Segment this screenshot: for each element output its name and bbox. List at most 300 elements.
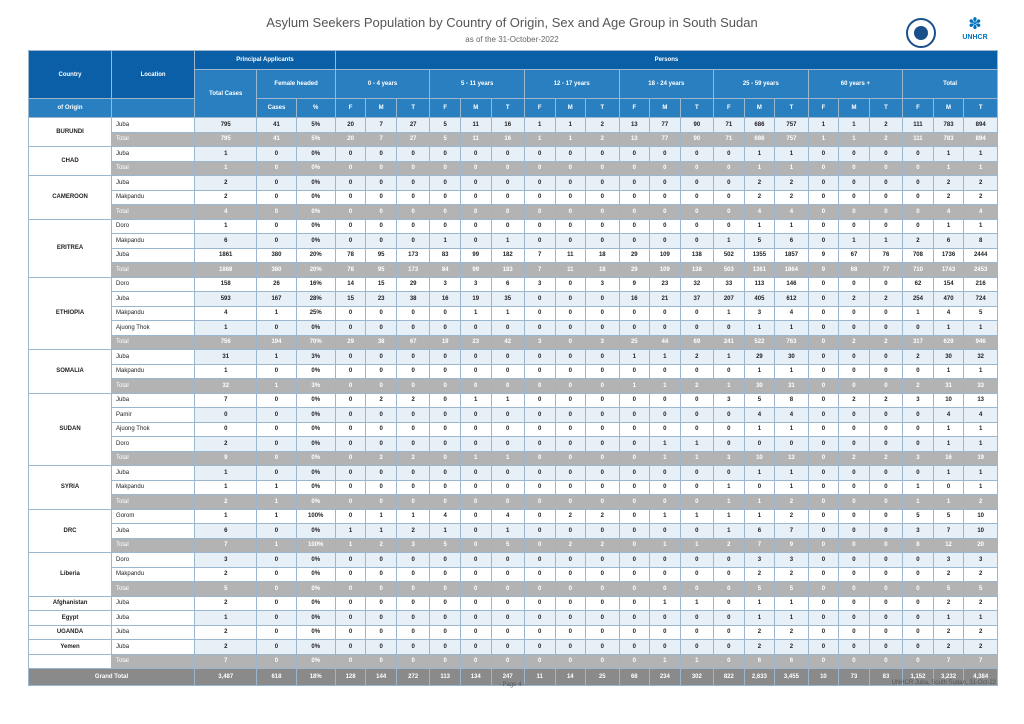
value-cell: 0 — [396, 480, 429, 495]
value-cell: 5 — [903, 509, 934, 524]
value-cell: 0 — [808, 567, 839, 582]
value-cell: 4 — [195, 306, 257, 321]
value-cell: 0 — [903, 190, 934, 205]
location-cell: Juba — [112, 248, 195, 263]
value-cell: 0 — [460, 176, 491, 191]
value-cell: 0 — [869, 364, 902, 379]
value-cell: 0 — [808, 335, 839, 350]
value-cell: 0 — [396, 161, 429, 176]
value-cell: 0 — [680, 408, 713, 423]
value-cell: 0 — [680, 582, 713, 597]
table-total-row — [29, 335, 998, 350]
value-cell: 1 — [964, 161, 998, 176]
value-cell: 0 — [366, 625, 397, 640]
value-cell: 0 — [335, 596, 366, 611]
value-cell: 0 — [257, 466, 296, 481]
value-cell: 20% — [296, 248, 335, 263]
value-cell: 3 — [524, 335, 555, 350]
value-cell: 4 — [775, 306, 808, 321]
location-cell: Juba — [112, 176, 195, 191]
value-cell: 0 — [839, 379, 870, 394]
value-cell: 1743 — [933, 263, 964, 278]
table-row — [29, 625, 998, 640]
value-cell: 0 — [555, 422, 586, 437]
value-cell: 3% — [296, 379, 335, 394]
value-cell: 0 — [430, 437, 461, 452]
location-header-blank — [112, 99, 195, 118]
value-cell: 0 — [491, 582, 524, 597]
value-cell: 470 — [933, 292, 964, 307]
value-cell: 0 — [903, 654, 934, 669]
value-cell: 1 — [680, 538, 713, 553]
asylum-seekers-table — [28, 50, 998, 686]
value-cell: 0 — [714, 611, 745, 626]
location-cell: Juba — [112, 640, 195, 655]
value-cell: 1 — [744, 596, 775, 611]
value-cell: 76 — [869, 248, 902, 263]
location-cell: Juba — [112, 625, 195, 640]
value-cell: 7 — [195, 654, 257, 669]
value-cell: 0 — [650, 408, 681, 423]
value-cell: 11 — [460, 132, 491, 147]
value-cell: 0 — [619, 451, 650, 466]
total-cases-header: Total Cases — [195, 70, 257, 118]
value-cell: 2 — [586, 118, 619, 133]
value-cell: 1 — [460, 306, 491, 321]
unhcr-mark-icon: ✽ — [968, 16, 982, 33]
table-row — [29, 422, 998, 437]
value-cell: 0 — [619, 553, 650, 568]
value-cell: 2 — [680, 350, 713, 365]
value-cell: 0 — [491, 176, 524, 191]
principal-applicants-header: Principal Applicants — [195, 51, 336, 70]
value-cell: 2 — [839, 292, 870, 307]
value-cell: 0% — [296, 582, 335, 597]
value-cell: 0 — [839, 364, 870, 379]
value-cell: 757 — [775, 118, 808, 133]
value-cell: 2 — [366, 538, 397, 553]
value-cell: 1 — [933, 219, 964, 234]
value-cell: 13 — [619, 118, 650, 133]
value-cell: 0 — [491, 161, 524, 176]
value-cell: 0 — [714, 596, 745, 611]
value-cell: 0 — [257, 553, 296, 568]
value-cell: 3 — [524, 277, 555, 292]
value-cell: 380 — [257, 248, 296, 263]
value-cell: 0 — [680, 161, 713, 176]
value-cell: 0 — [714, 553, 745, 568]
value-cell: 0 — [555, 611, 586, 626]
table-row — [29, 567, 998, 582]
value-cell: 0 — [555, 205, 586, 220]
value-cell: 16 — [430, 292, 461, 307]
value-cell: 0 — [460, 364, 491, 379]
value-cell: 3 — [903, 451, 934, 466]
value-cell: 3 — [933, 553, 964, 568]
persons-header: Persons — [335, 51, 997, 70]
value-cell: 1 — [680, 596, 713, 611]
value-cell: 0 — [586, 625, 619, 640]
table-row — [29, 219, 998, 234]
value-cell: 0 — [555, 625, 586, 640]
value-cell: 0 — [808, 364, 839, 379]
grand-total-value: 25 — [586, 669, 619, 686]
table-row — [29, 640, 998, 655]
value-cell: 1 — [839, 132, 870, 147]
country-cell: ETHIOPIA — [29, 277, 112, 350]
value-cell: 20 — [964, 538, 998, 553]
value-cell: 0 — [430, 176, 461, 191]
value-cell: 0 — [396, 582, 429, 597]
value-cell: 0 — [555, 161, 586, 176]
value-cell: 77 — [869, 263, 902, 278]
value-cell: 0 — [808, 393, 839, 408]
value-cell: 0 — [460, 538, 491, 553]
location-cell: Total — [112, 132, 195, 147]
value-cell: 2 — [195, 640, 257, 655]
value-cell: 0% — [296, 176, 335, 191]
value-cell: 4 — [491, 509, 524, 524]
value-cell: 0 — [460, 582, 491, 597]
value-cell: 0 — [430, 306, 461, 321]
value-cell: 0 — [869, 480, 902, 495]
value-cell: 0 — [869, 538, 902, 553]
value-cell: 42 — [491, 335, 524, 350]
value-cell: 1 — [524, 118, 555, 133]
value-cell: 4 — [775, 205, 808, 220]
value-cell: 0 — [335, 219, 366, 234]
value-cell: 0 — [366, 364, 397, 379]
value-cell: 0 — [869, 582, 902, 597]
value-cell: 0 — [430, 495, 461, 510]
value-cell: 1 — [491, 234, 524, 249]
value-cell: 0 — [650, 176, 681, 191]
value-cell: 0 — [808, 408, 839, 423]
value-cell: 182 — [491, 248, 524, 263]
value-cell: 0 — [714, 219, 745, 234]
value-cell: 0 — [430, 321, 461, 336]
value-cell: 11 — [555, 248, 586, 263]
value-cell: 0 — [650, 161, 681, 176]
value-cell: 0 — [839, 596, 870, 611]
value-cell: 1 — [366, 524, 397, 539]
value-cell: 0 — [430, 408, 461, 423]
value-cell: 1 — [808, 118, 839, 133]
value-cell: 2 — [775, 495, 808, 510]
value-cell: 0 — [680, 393, 713, 408]
grand-total-value: 144 — [366, 669, 397, 686]
value-cell: 1 — [257, 480, 296, 495]
value-cell: 0 — [366, 306, 397, 321]
value-cell: 2 — [964, 567, 998, 582]
value-cell: 0 — [460, 161, 491, 176]
value-cell: 0 — [524, 161, 555, 176]
grand-total-value: 18% — [296, 669, 335, 686]
value-cell: 0 — [396, 219, 429, 234]
table-row — [29, 509, 998, 524]
value-cell: 0 — [619, 437, 650, 452]
table-row — [29, 248, 998, 263]
value-cell: 0 — [650, 611, 681, 626]
value-cell: 1 — [933, 161, 964, 176]
value-cell: 0 — [396, 205, 429, 220]
value-cell: 0 — [586, 408, 619, 423]
value-cell: 0 — [555, 234, 586, 249]
country-cell: CAMEROON — [29, 176, 112, 220]
value-cell: 15 — [335, 292, 366, 307]
value-cell: 1857 — [775, 248, 808, 263]
value-cell: 0 — [839, 640, 870, 655]
value-cell: 0 — [680, 524, 713, 539]
value-cell: 0 — [396, 306, 429, 321]
value-cell: 0 — [680, 640, 713, 655]
value-cell: 0 — [619, 596, 650, 611]
value-cell: 0 — [869, 219, 902, 234]
value-cell: 254 — [903, 292, 934, 307]
value-cell: 1 — [430, 234, 461, 249]
value-cell: 0 — [366, 234, 397, 249]
value-cell: 629 — [933, 335, 964, 350]
value-cell: 0 — [839, 582, 870, 597]
value-cell: 0 — [524, 437, 555, 452]
value-cell: 78 — [335, 263, 366, 278]
country-cell: ERITREA — [29, 219, 112, 277]
value-cell: 317 — [903, 335, 934, 350]
value-cell: 35 — [491, 292, 524, 307]
value-cell: 0 — [396, 234, 429, 249]
age-group-header: 60 years + — [808, 70, 903, 99]
value-cell: 71 — [714, 132, 745, 147]
value-cell: 0 — [839, 553, 870, 568]
location-cell: Juba — [112, 611, 195, 626]
value-cell: 1 — [744, 321, 775, 336]
value-cell: 0 — [366, 611, 397, 626]
value-cell: 0 — [869, 408, 902, 423]
value-cell: 5 — [744, 393, 775, 408]
sex-header: F — [714, 99, 745, 118]
value-cell: 0 — [555, 335, 586, 350]
value-cell: 0 — [396, 553, 429, 568]
value-cell: 0 — [839, 176, 870, 191]
value-cell: 0 — [491, 654, 524, 669]
value-cell: 0 — [491, 466, 524, 481]
value-cell: 0 — [808, 234, 839, 249]
location-cell: Total — [112, 538, 195, 553]
value-cell: 0 — [586, 364, 619, 379]
value-cell: 0 — [869, 437, 902, 452]
value-cell: 0 — [619, 480, 650, 495]
value-cell: 0 — [586, 466, 619, 481]
sex-header: F — [903, 99, 934, 118]
value-cell: 0 — [257, 625, 296, 640]
value-cell: 1 — [964, 437, 998, 452]
value-cell: 0 — [524, 538, 555, 553]
value-cell: 0 — [619, 422, 650, 437]
value-cell: 0 — [839, 350, 870, 365]
value-cell: 380 — [257, 263, 296, 278]
value-cell: 1 — [744, 219, 775, 234]
value-cell: 33 — [714, 277, 745, 292]
value-cell: 686 — [744, 118, 775, 133]
value-cell: 26 — [257, 277, 296, 292]
value-cell: 0% — [296, 495, 335, 510]
grand-total-value: 113 — [430, 669, 461, 686]
country-header-line2: of Origin — [29, 99, 112, 118]
value-cell: 0 — [903, 611, 934, 626]
value-cell: 4 — [195, 205, 257, 220]
value-cell: 0 — [335, 466, 366, 481]
value-cell: 0 — [460, 234, 491, 249]
sex-header: M — [933, 99, 964, 118]
value-cell: 1 — [744, 161, 775, 176]
value-cell: 8 — [964, 234, 998, 249]
sex-header: F — [430, 99, 461, 118]
value-cell: 0 — [335, 408, 366, 423]
value-cell: 3 — [714, 451, 745, 466]
value-cell: 0 — [366, 437, 397, 452]
value-cell: 0% — [296, 466, 335, 481]
value-cell: 2 — [195, 495, 257, 510]
value-cell: 0 — [460, 190, 491, 205]
value-cell: 0 — [714, 147, 745, 162]
value-cell: 0 — [491, 147, 524, 162]
value-cell: 0 — [460, 524, 491, 539]
value-cell: 0% — [296, 553, 335, 568]
value-cell: 0 — [619, 625, 650, 640]
value-cell: 0 — [460, 437, 491, 452]
table-total-row — [29, 538, 998, 553]
value-cell: 90 — [680, 132, 713, 147]
table-total-row — [29, 582, 998, 597]
value-cell: 1 — [714, 524, 745, 539]
value-cell: 29 — [619, 263, 650, 278]
table-row — [29, 306, 998, 321]
location-cell: Total — [112, 582, 195, 597]
value-cell: 0 — [366, 654, 397, 669]
value-cell: 1 — [744, 495, 775, 510]
value-cell: 2 — [869, 451, 902, 466]
location-cell: Pamir — [112, 408, 195, 423]
report-title: Asylum Seekers Population by Country of Origin, Sex and Age Group in South Sudan — [266, 15, 758, 30]
value-cell: 2 — [680, 379, 713, 394]
country-cell: Yemen — [29, 640, 112, 655]
value-cell: 0 — [555, 451, 586, 466]
emblem-logo — [906, 18, 936, 48]
value-cell: 0 — [396, 596, 429, 611]
value-cell: 0 — [714, 408, 745, 423]
value-cell: 0 — [680, 466, 713, 481]
value-cell: 0 — [808, 538, 839, 553]
country-cell: Liberia — [29, 553, 112, 597]
value-cell: 0 — [839, 306, 870, 321]
location-cell: Total — [112, 451, 195, 466]
table-row — [29, 596, 998, 611]
value-cell: 0 — [650, 553, 681, 568]
value-cell: 0 — [619, 466, 650, 481]
value-cell: 0 — [586, 350, 619, 365]
value-cell: 111 — [903, 132, 934, 147]
value-cell: 0% — [296, 408, 335, 423]
value-cell: 2 — [744, 625, 775, 640]
value-cell: 41 — [257, 118, 296, 133]
value-cell: 0 — [839, 161, 870, 176]
value-cell: 90 — [680, 118, 713, 133]
sex-header: F — [808, 99, 839, 118]
value-cell: 23 — [366, 292, 397, 307]
value-cell: 4 — [933, 205, 964, 220]
value-cell: 0 — [257, 321, 296, 336]
value-cell: 0 — [903, 161, 934, 176]
value-cell: 0 — [808, 451, 839, 466]
value-cell: 0 — [491, 422, 524, 437]
value-cell: 1 — [964, 466, 998, 481]
table-row — [29, 524, 998, 539]
value-cell: 13 — [775, 451, 808, 466]
value-cell: 2 — [933, 567, 964, 582]
value-cell: 5% — [296, 118, 335, 133]
location-cell: Total — [112, 263, 195, 278]
value-cell: 0 — [619, 538, 650, 553]
value-cell: 0 — [366, 466, 397, 481]
value-cell: 0 — [680, 205, 713, 220]
value-cell: 0 — [257, 567, 296, 582]
value-cell: 21 — [650, 292, 681, 307]
value-cell: 0 — [491, 567, 524, 582]
value-cell: 1 — [195, 480, 257, 495]
location-cell: Makpandu — [112, 234, 195, 249]
value-cell: 13 — [964, 393, 998, 408]
value-cell: 0 — [335, 480, 366, 495]
value-cell: 0 — [808, 350, 839, 365]
value-cell: 0 — [491, 640, 524, 655]
value-cell: 0 — [257, 219, 296, 234]
value-cell: 0 — [524, 219, 555, 234]
value-cell: 0 — [586, 495, 619, 510]
location-cell: Total — [112, 205, 195, 220]
value-cell: 1864 — [775, 263, 808, 278]
value-cell: 0 — [586, 640, 619, 655]
value-cell: 0 — [839, 654, 870, 669]
value-cell: 0 — [491, 219, 524, 234]
value-cell: 1 — [744, 611, 775, 626]
value-cell: 0 — [680, 480, 713, 495]
value-cell: 0 — [396, 408, 429, 423]
value-cell: 5 — [430, 132, 461, 147]
value-cell: 0 — [257, 611, 296, 626]
value-cell: 0 — [744, 437, 775, 452]
value-cell: 68 — [839, 263, 870, 278]
value-cell: 6 — [491, 277, 524, 292]
value-cell: 2 — [869, 118, 902, 133]
value-cell: 31 — [195, 350, 257, 365]
value-cell: 146 — [775, 277, 808, 292]
value-cell: 0 — [430, 161, 461, 176]
value-cell: 0 — [335, 350, 366, 365]
value-cell: 1 — [195, 611, 257, 626]
value-cell: 0 — [680, 306, 713, 321]
value-cell: 2 — [933, 596, 964, 611]
value-cell: 0 — [586, 190, 619, 205]
value-cell: 0 — [430, 596, 461, 611]
value-cell: 0 — [524, 640, 555, 655]
value-cell: 0 — [257, 234, 296, 249]
value-cell: 7 — [366, 118, 397, 133]
value-cell: 0 — [680, 147, 713, 162]
value-cell: 0 — [619, 161, 650, 176]
value-cell: 0 — [460, 640, 491, 655]
value-cell: 2 — [744, 567, 775, 582]
value-cell: 1 — [775, 480, 808, 495]
